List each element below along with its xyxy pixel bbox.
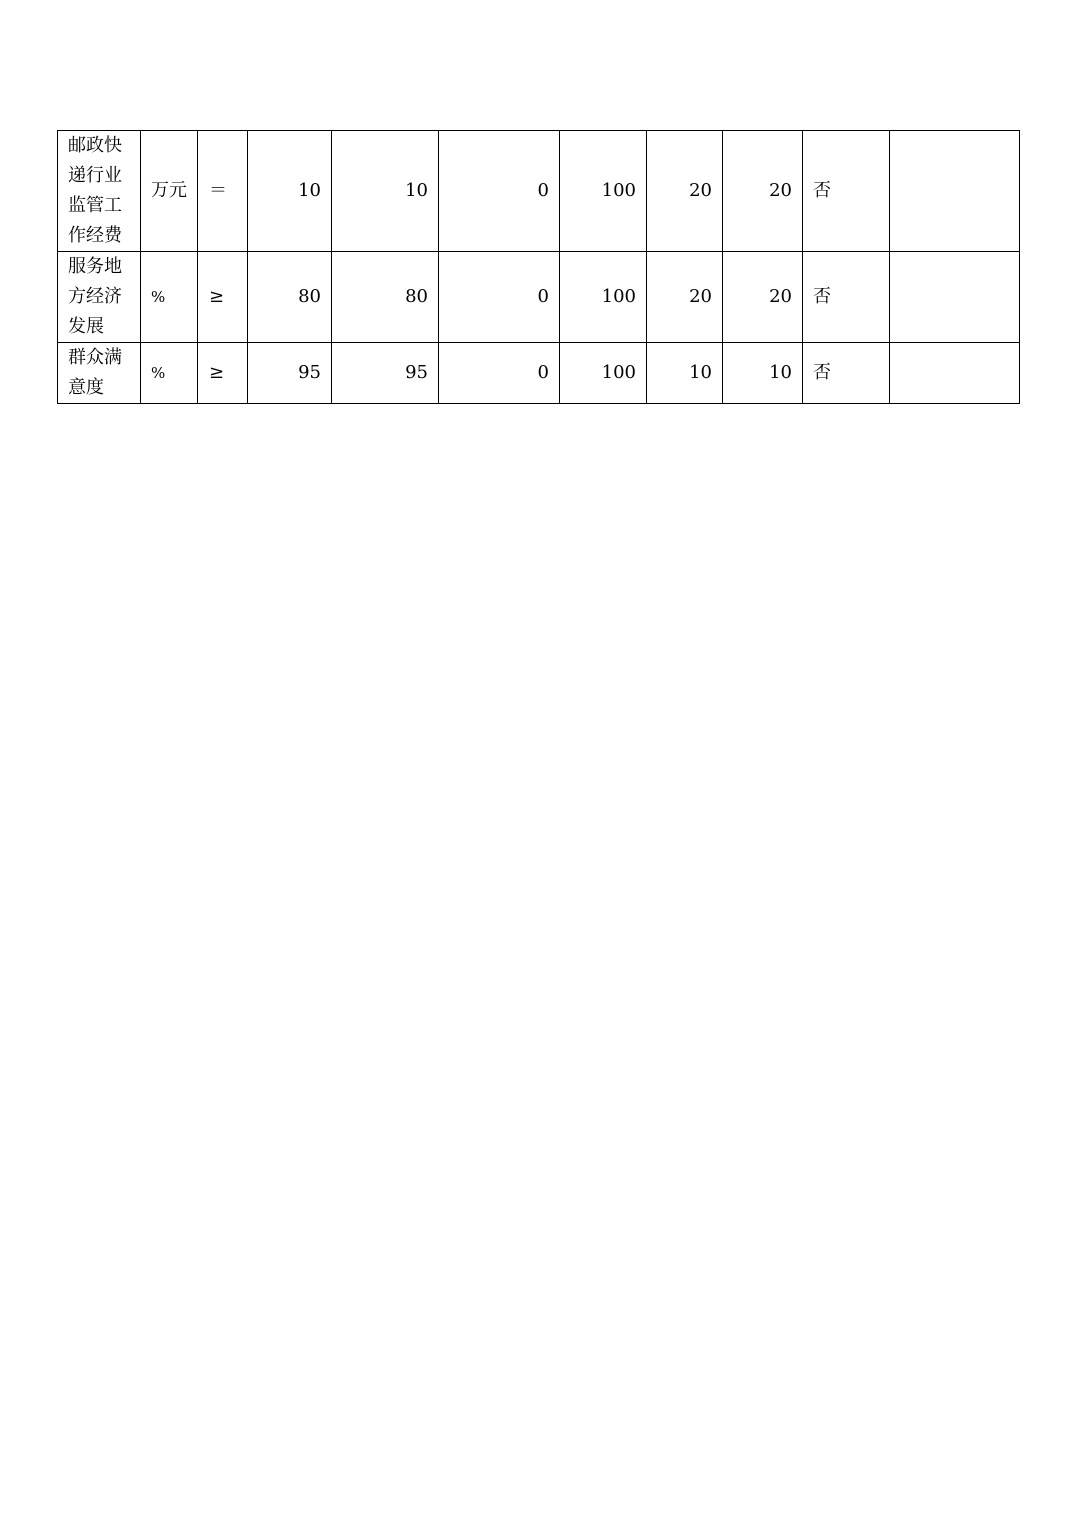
value-cell: 0 — [439, 131, 560, 252]
value-cell: 80 — [248, 252, 332, 343]
value-cell: 20 — [723, 252, 803, 343]
note-cell — [890, 131, 1020, 252]
value-cell: 20 — [647, 131, 723, 252]
value-cell: 80 — [332, 252, 439, 343]
value-cell: 10 — [723, 343, 803, 404]
value-cell: 100 — [560, 252, 647, 343]
operator-cell: ＝ — [198, 131, 248, 252]
unit-cell: 万元 — [141, 131, 198, 252]
note-cell — [890, 343, 1020, 404]
value-cell: 10 — [332, 131, 439, 252]
value-cell: 100 — [560, 343, 647, 404]
table-row — [58, 252, 1020, 343]
indicator-name-cell: 群众满意度 — [58, 343, 141, 404]
unit-cell: % — [141, 252, 198, 343]
operator-cell: ≥ — [198, 252, 248, 343]
table-row — [58, 131, 1020, 252]
value-cell: 10 — [248, 131, 332, 252]
value-cell: 20 — [647, 252, 723, 343]
unit-cell: % — [141, 343, 198, 404]
value-cell: 100 — [560, 131, 647, 252]
table-row — [58, 343, 1020, 404]
performance-indicator-table — [57, 130, 1020, 404]
value-cell: 0 — [439, 343, 560, 404]
indicator-name-cell: 服务地方经济发展 — [58, 252, 141, 343]
value-cell: 95 — [332, 343, 439, 404]
value-cell: 95 — [248, 343, 332, 404]
note-cell — [890, 252, 1020, 343]
value-cell: 0 — [439, 252, 560, 343]
value-cell: 20 — [723, 131, 803, 252]
flag-cell: 否 — [803, 343, 890, 404]
indicator-name-cell: 邮政快递行业监管工作经费 — [58, 131, 141, 252]
value-cell: 10 — [647, 343, 723, 404]
flag-cell: 否 — [803, 252, 890, 343]
operator-cell: ≥ — [198, 343, 248, 404]
flag-cell: 否 — [803, 131, 890, 252]
